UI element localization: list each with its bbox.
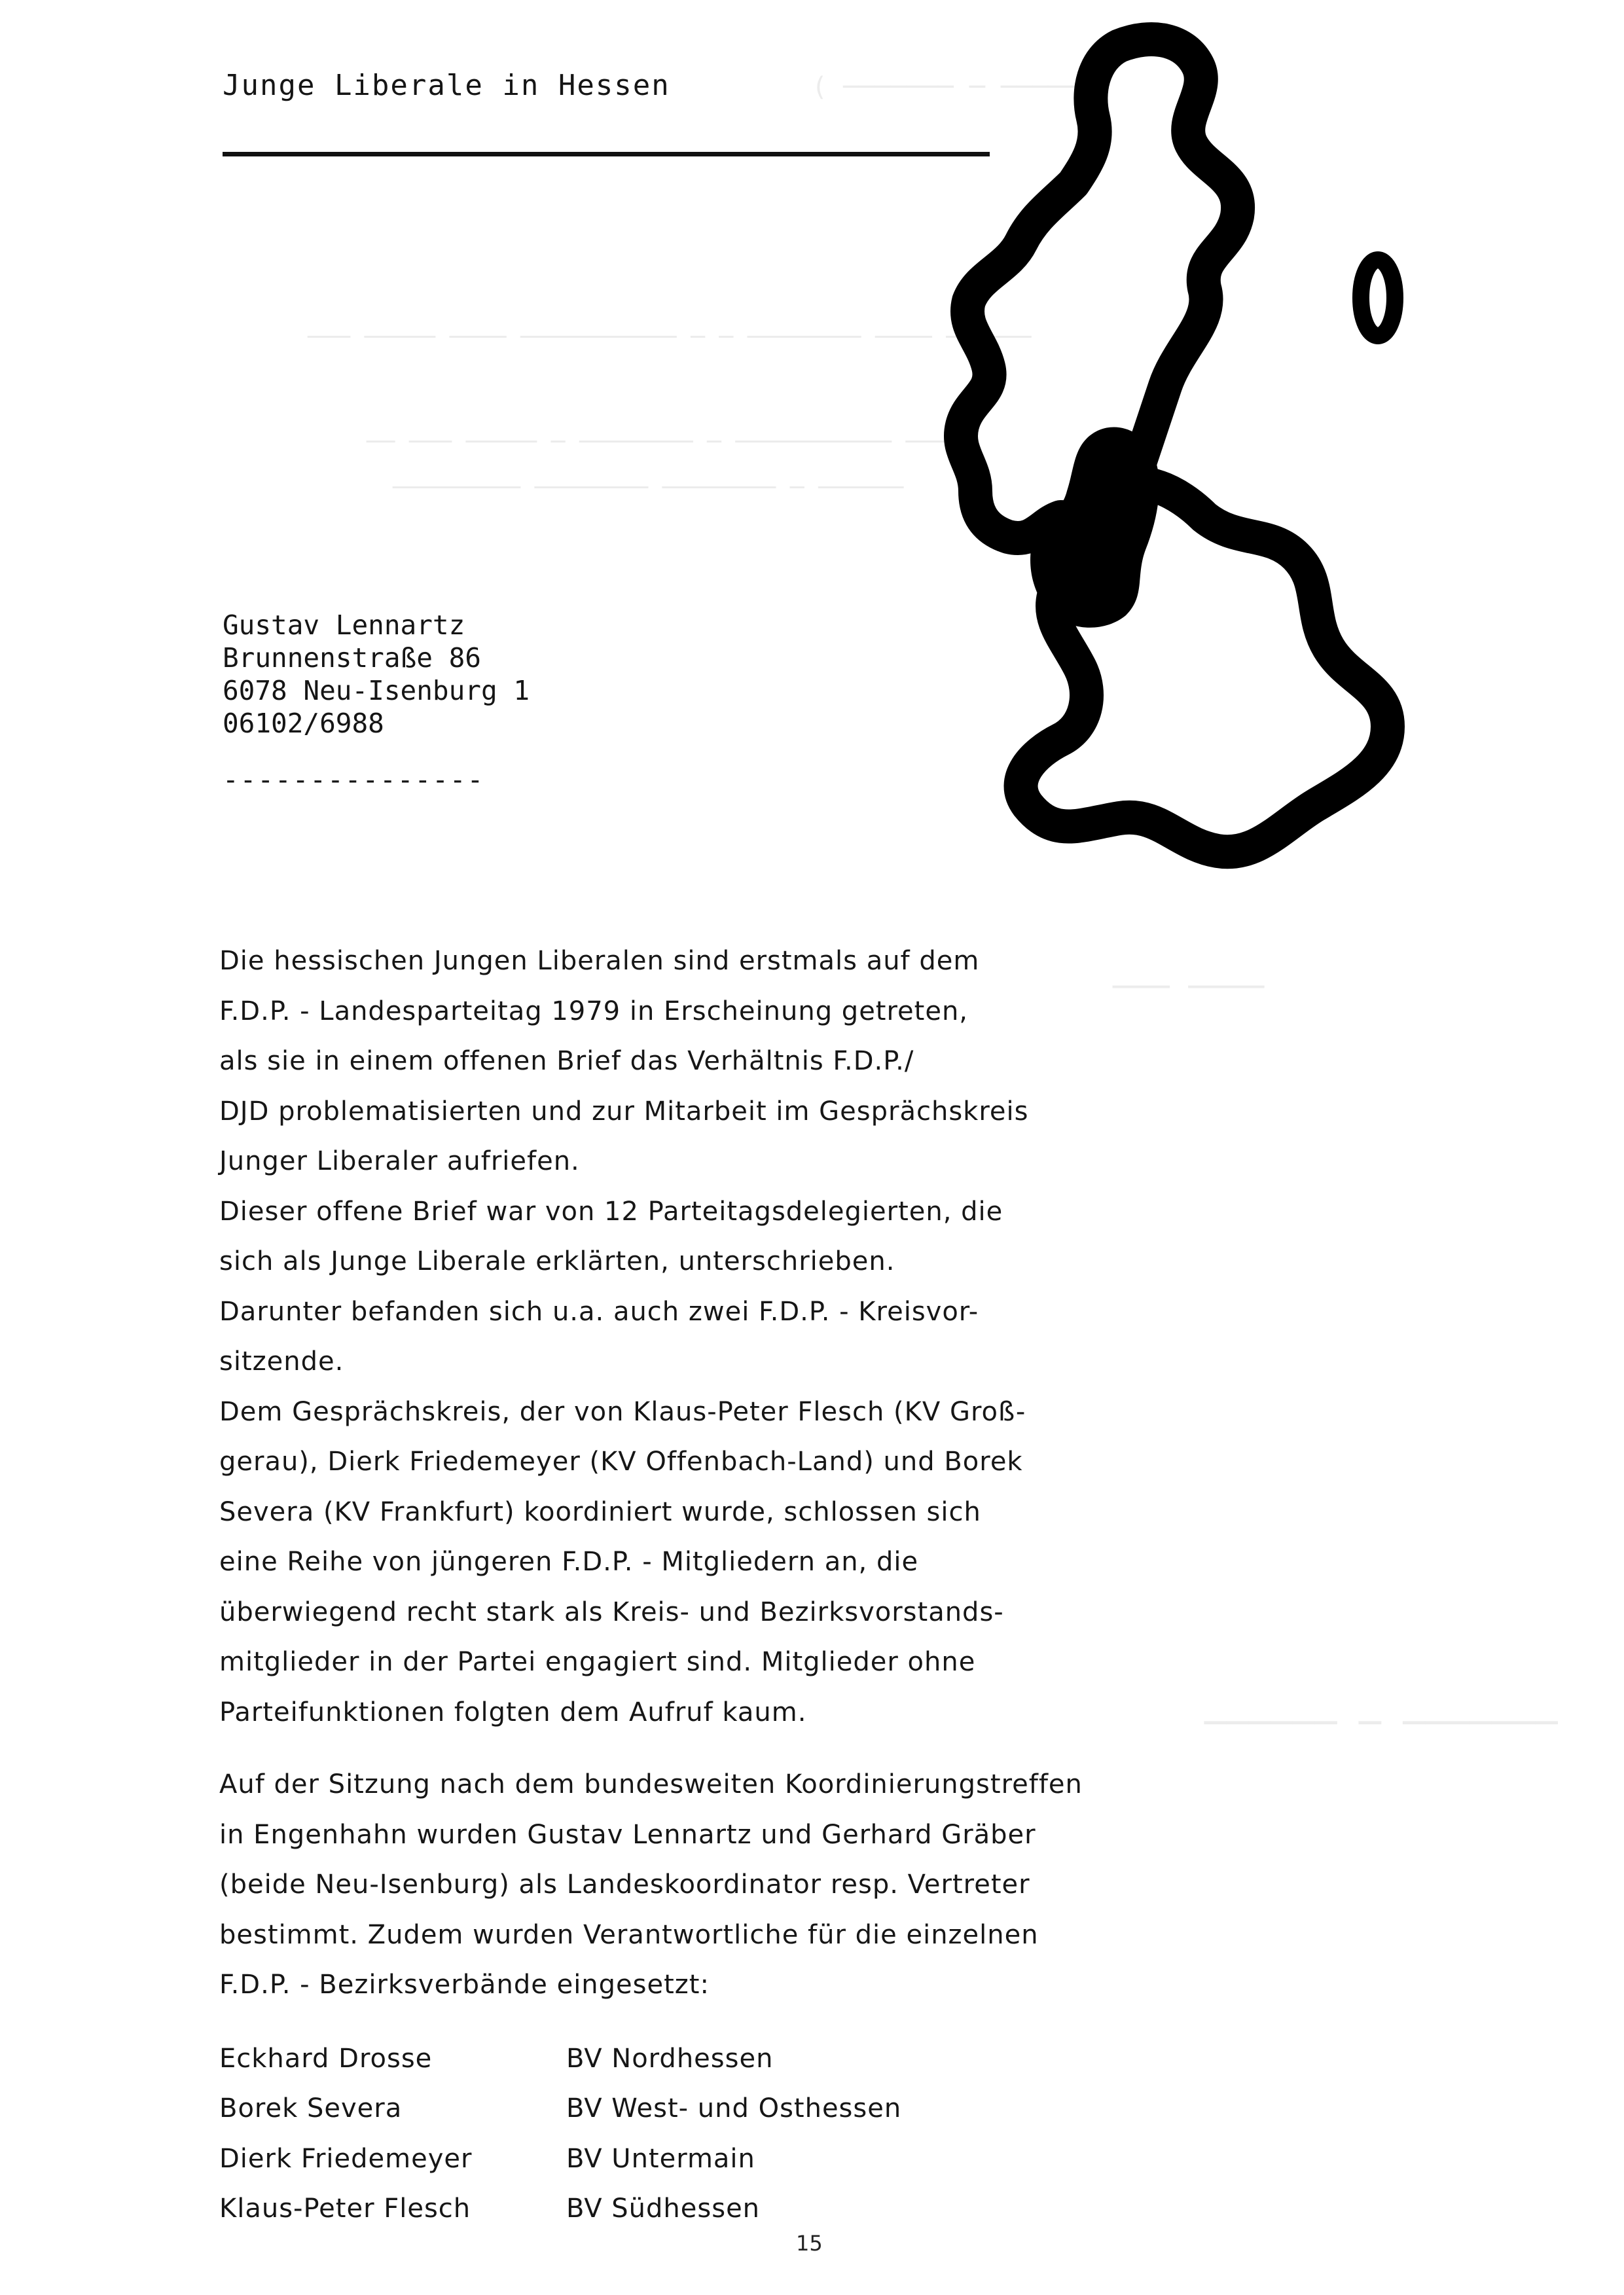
text-line: Parteifunktionen folgten dem Aufruf kaum.	[219, 1697, 807, 1727]
coordinator-district: BV Untermain	[566, 2143, 755, 2174]
text-line: F.D.P. - Bezirksverbände eingesetzt:	[219, 1970, 710, 2000]
text-line: mitglieder in der Partei engagiert sind. Mitglieder ohne	[219, 1647, 976, 1677]
address-block	[223, 609, 530, 796]
hessen-map-icon	[890, 20, 1460, 890]
body-text	[219, 936, 1267, 2234]
bleed-through-decoration: ── ─── ───── ─ ──────── ─ ─────────── ────	[367, 429, 963, 456]
coordinator-district: BV Nordhessen	[566, 2043, 774, 2074]
address-street: Brunnenstraße 86	[223, 642, 481, 674]
map-filled-region	[1030, 427, 1159, 628]
text-line: gerau), Dierk Friedemeyer (KV Offenbach-Land) und Borek	[219, 1447, 1023, 1477]
text-line: überwiegend recht stark als Kreis- und Bezirksvorstands-	[219, 1597, 1004, 1627]
text-line: in Engenhahn wurden Gustav Lennartz und Gerhard Gräber	[219, 1819, 1036, 1850]
paragraph-2	[219, 1760, 1267, 2010]
text-line: Darunter befanden sich u.a. auch zwei F.D.P. - Kreisvor-	[219, 1296, 979, 1327]
table-row	[219, 2084, 901, 2134]
text-line: F.D.P. - Landesparteitag 1979 in Erscheinung getreten,	[219, 996, 969, 1026]
address-city: 6078 Neu-Isenburg 1	[223, 675, 530, 706]
address-divider: ---------------	[223, 764, 485, 795]
paragraph-1	[219, 936, 1267, 1737]
bleed-through-decoration: ─── ───── ──── ─────────── ─ ─ ──────── ──── ──────	[308, 324, 1032, 351]
text-line: Auf der Sitzung nach dem bundesweiten Koordinierungstreffen	[219, 1769, 1083, 1799]
coordinator-district: BV Südhessen	[566, 2194, 761, 2224]
text-line: als sie in einem offenen Brief das Verhältnis F.D.P./	[219, 1046, 914, 1076]
bleed-through-decoration: ( ─────── ─ ───── )	[812, 72, 1111, 102]
coordinator-district: BV West- und Osthessen	[566, 2093, 902, 2123]
text-line: sich als Junge Liberale erklärten, unterschrieben.	[219, 1246, 895, 1276]
organization-title: Junge Liberale in Hessen	[223, 69, 670, 102]
text-line: Severa (KV Frankfurt) koordiniert wurde, schlossen sich	[219, 1496, 981, 1527]
text-line: Dieser offene Brief war von 12 Parteitagsdelegierten, die	[219, 1196, 1003, 1227]
coordinators-table	[219, 2034, 901, 2234]
coordinator-name: Klaus-Peter Flesch	[219, 2194, 471, 2224]
map-detached-circle	[1361, 260, 1395, 336]
coordinator-name: Dierk Friedemeyer	[219, 2143, 473, 2174]
text-line: DJD problematisierten und zur Mitarbeit im Gesprächskreis	[219, 1096, 1029, 1127]
text-line: eine Reihe von jüngeren F.D.P. - Mitgliedern an, die	[219, 1547, 919, 1577]
bleed-through-decoration: ───────── ──────── ──────── ─ ──────	[393, 475, 904, 501]
page-number: 15	[796, 2231, 823, 2256]
text-line: Die hessischen Jungen Liberalen sind erstmals auf dem	[219, 946, 980, 976]
bleed-through-decoration: ─── ────	[1113, 969, 1265, 1005]
text-line: (beide Neu-Isenburg) als Landeskoordinator resp. Vertreter	[219, 1870, 1030, 1900]
text-line: Dem Gesprächskreis, der von Klaus-Peter Flesch (KV Groß-	[219, 1396, 1026, 1427]
coordinator-name: Eckhard Drosse	[219, 2043, 433, 2074]
table-row	[219, 2134, 901, 2184]
text-line: sitzende.	[219, 1346, 344, 1377]
address-name: Gustav Lennartz	[223, 609, 465, 641]
address-phone: 06102/6988	[223, 708, 384, 739]
table-row	[219, 2034, 901, 2084]
coordinator-name: Borek Severa	[219, 2093, 403, 2123]
text-line: Junger Liberaler aufriefen.	[219, 1146, 580, 1176]
header-rule	[223, 152, 990, 156]
bleed-through-decoration: ────── ─ ───────	[1204, 1702, 1558, 1744]
table-row	[219, 2184, 901, 2234]
text-line: bestimmt. Zudem wurden Verantwortliche für die einzelnen	[219, 1919, 1039, 1950]
